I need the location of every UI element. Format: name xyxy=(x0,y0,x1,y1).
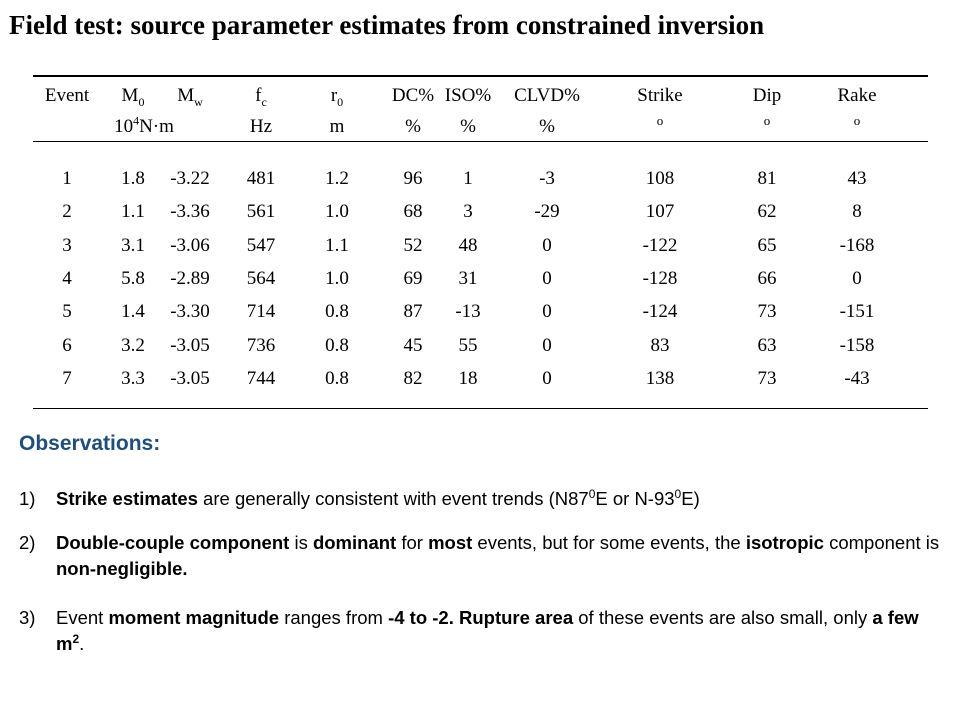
emphasis: most xyxy=(428,532,473,553)
table-cell: 1.2 xyxy=(325,168,349,189)
text-run: events, but for some events, the xyxy=(472,532,746,553)
emphasis: Rupture area xyxy=(459,607,574,628)
column-header: $M_w$ xyxy=(177,85,203,109)
column-header: DC% xyxy=(391,85,435,106)
table-cell: 83 xyxy=(650,335,670,356)
table-cell: 66 xyxy=(757,268,777,289)
table-cell: 69 xyxy=(403,268,423,289)
emphasis: non-negligible. xyxy=(56,558,188,579)
superscript: 4 xyxy=(133,113,140,128)
table-cell: -122 xyxy=(642,235,678,256)
superscript: 0 xyxy=(588,486,596,501)
emphasis: -4 to -2. xyxy=(388,607,454,628)
superscript: 2 xyxy=(72,631,80,646)
column-header: $r_0$ xyxy=(330,85,344,109)
table-cell: 744 xyxy=(246,368,276,389)
column-header: CLVD% xyxy=(514,85,580,106)
text-run: E or N-93 xyxy=(595,488,675,509)
table-cell: 1 xyxy=(62,168,72,189)
table-cell: -3.06 xyxy=(170,235,210,256)
emphasis: Double-couple component xyxy=(56,532,290,553)
table-cell: 1.1 xyxy=(121,201,145,222)
superscript: 0 xyxy=(674,486,682,501)
table-cell: 108 xyxy=(645,168,675,189)
column-unit: o xyxy=(763,113,771,128)
table-cell: -2.89 xyxy=(170,268,210,289)
emphasis: moment magnitude xyxy=(108,607,280,628)
table-cell: -43 xyxy=(844,368,870,389)
column-header: ISO% xyxy=(444,85,492,106)
emphasis: isotropic xyxy=(745,532,824,553)
table-cell: 0 xyxy=(542,235,552,256)
column-header: Event xyxy=(44,85,90,106)
table-cell: 0.8 xyxy=(325,301,349,322)
column-unit: Hz xyxy=(249,116,273,137)
text-run: ranges from xyxy=(279,607,389,628)
observations-title: Observations: xyxy=(19,432,161,455)
column-header: Dip xyxy=(752,85,782,106)
table-cell: -128 xyxy=(642,268,678,289)
observation-item xyxy=(19,486,944,512)
observation-number: 3) xyxy=(19,607,36,628)
table-cell: 3.1 xyxy=(121,235,145,256)
table-cell: 96 xyxy=(403,168,423,189)
column-unit: o xyxy=(853,113,861,128)
table-cell: -3 xyxy=(539,168,555,189)
subscript: 0 xyxy=(138,94,145,109)
emphasis: dominant xyxy=(312,532,397,553)
table-cell: 0 xyxy=(542,368,552,389)
text-run: Event xyxy=(56,607,109,628)
table-cell: 8 xyxy=(852,201,862,222)
emphasis: a few m xyxy=(56,607,919,654)
text-run: is xyxy=(289,532,313,553)
table-cell: 736 xyxy=(246,335,276,356)
table-cell: -3.30 xyxy=(170,301,210,322)
table-cell: -3.22 xyxy=(170,168,210,189)
table-cell: 68 xyxy=(403,201,423,222)
table-cell: 107 xyxy=(645,201,675,222)
table-cell: 2 xyxy=(62,201,72,222)
table-cell: 0 xyxy=(542,268,552,289)
table-cell: 4 xyxy=(62,268,72,289)
emphasis: Strike estimates xyxy=(56,488,198,509)
text-run: E) xyxy=(681,488,700,509)
table-cell: 0.8 xyxy=(325,335,349,356)
subscript: c xyxy=(261,94,267,109)
table-cell: 5 xyxy=(62,301,72,322)
observation-number: 2) xyxy=(19,532,36,553)
table-cell: 3.2 xyxy=(121,335,145,356)
column-header: Rake xyxy=(837,85,877,106)
column-unit: % xyxy=(405,116,421,137)
table-cell: 564 xyxy=(246,268,276,289)
table-top-rule xyxy=(33,75,928,77)
table-cell: -3.05 xyxy=(170,335,210,356)
column-unit: $10^4N\cdot m$ xyxy=(114,113,174,137)
text-run: . xyxy=(79,633,85,654)
table-cell: 63 xyxy=(757,335,777,356)
table-cell: 481 xyxy=(246,168,276,189)
table-bottom-rule xyxy=(33,408,928,409)
table-header-rule xyxy=(33,141,928,142)
table-cell: 1 xyxy=(463,168,473,189)
table-cell: -151 xyxy=(839,301,875,322)
table-cell: 6 xyxy=(62,335,72,356)
column-unit: % xyxy=(539,116,555,137)
table-cell: 1.4 xyxy=(121,301,145,322)
text-run: component is xyxy=(823,532,940,553)
table-cell: 1.8 xyxy=(121,168,145,189)
table-cell: 561 xyxy=(246,201,276,222)
text-run: are generally consistent with event trends (N87 xyxy=(197,488,589,509)
subscript: w xyxy=(194,94,203,109)
table-cell: 138 xyxy=(645,368,675,389)
table-cell: 82 xyxy=(403,368,423,389)
observation-text xyxy=(56,486,944,512)
observation-item xyxy=(19,530,944,582)
column-header: Strike xyxy=(637,85,683,106)
table-cell: 0 xyxy=(542,301,552,322)
table-cell: -29 xyxy=(534,201,560,222)
text-run: of these events are also small, only xyxy=(573,607,873,628)
table-cell: 81 xyxy=(757,168,777,189)
table-cell: 73 xyxy=(757,368,777,389)
column-unit: m xyxy=(329,116,345,137)
table-cell: 547 xyxy=(246,235,276,256)
column-unit: % xyxy=(460,116,476,137)
table-cell: -3.05 xyxy=(170,368,210,389)
observation-item xyxy=(19,605,944,657)
table-cell: -13 xyxy=(455,301,481,322)
observation-number: 1) xyxy=(19,488,36,509)
column-header: $f_c$ xyxy=(255,85,267,109)
table-cell: 62 xyxy=(757,201,777,222)
table-cell: 55 xyxy=(458,335,478,356)
table-cell: -124 xyxy=(642,301,678,322)
table-cell: 87 xyxy=(403,301,423,322)
table-cell: 0 xyxy=(542,335,552,356)
table-cell: 45 xyxy=(403,335,423,356)
table-cell: 0.8 xyxy=(325,368,349,389)
table-cell: -158 xyxy=(839,335,875,356)
table-cell: 52 xyxy=(403,235,423,256)
table-cell: 1.0 xyxy=(325,201,349,222)
table-cell: 48 xyxy=(458,235,478,256)
table-cell: 7 xyxy=(62,368,72,389)
observation-text xyxy=(56,530,944,582)
table-cell: 73 xyxy=(757,301,777,322)
column-unit: o xyxy=(656,113,664,128)
table-cell: 43 xyxy=(847,168,867,189)
column-header: $M_0$ xyxy=(121,85,145,109)
table-cell: 5.8 xyxy=(121,268,145,289)
table-cell: 714 xyxy=(246,301,276,322)
subscript: 0 xyxy=(337,94,344,109)
table-cell: -3.36 xyxy=(170,201,210,222)
table-cell: 65 xyxy=(757,235,777,256)
text-run: for xyxy=(396,532,429,553)
table-cell: 3 xyxy=(62,235,72,256)
page-title: Field test: source parameter estimates from constrained inversion xyxy=(9,10,765,40)
table-cell: 18 xyxy=(458,368,478,389)
table-cell: 3 xyxy=(463,201,473,222)
table-cell: -168 xyxy=(839,235,875,256)
table-cell: 31 xyxy=(458,268,478,289)
table-cell: 1.1 xyxy=(325,235,349,256)
table-cell: 1.0 xyxy=(325,268,349,289)
table-cell: 3.3 xyxy=(121,368,145,389)
observation-text xyxy=(56,605,944,657)
table-cell: 0 xyxy=(852,268,862,289)
